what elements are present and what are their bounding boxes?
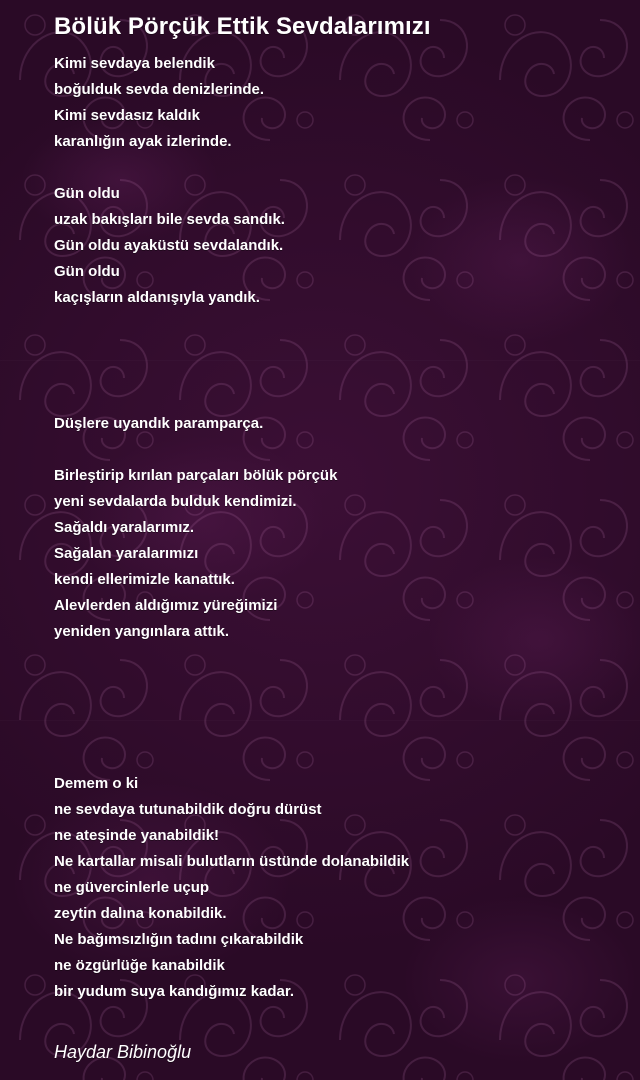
poem-line: boğulduk sevda denizlerinde.: [54, 81, 265, 98]
stanza-4: [54, 463, 337, 645]
poem-line: kendi ellerimizle kanattık.: [54, 571, 235, 588]
stanza-3: [54, 411, 263, 437]
poem-title: Bölük Pörçük Ettik Sevdalarımızı: [54, 13, 431, 40]
poem-line: Alevlerden aldığımız yüreğimizi: [54, 597, 278, 614]
poem-line: Ne bağımsızlığın tadını çıkarabildik: [54, 931, 304, 948]
poem-line: Sağaldı yaralarımız.: [54, 519, 195, 536]
poem-line: karanlığın ayak izlerinde.: [54, 133, 232, 150]
poem-line: yeni sevdalarda bulduk kendimizi.: [54, 493, 297, 510]
poem-line: Gün oldu: [54, 185, 120, 202]
author-name: Haydar Bibinoğlu: [54, 1042, 192, 1062]
poem-line: Gün oldu ayaküstü sevdalandık.: [54, 237, 284, 254]
poem-line: Kimi sevdasız kaldık: [54, 107, 200, 124]
poem-line: Gün oldu: [54, 263, 120, 280]
poem-line: ne özgürlüğe kanabildik: [54, 957, 225, 974]
poem-line: Ne kartallar misali bulutların üstünde dolanabildik: [54, 853, 410, 870]
poem-line: ne ateşinde yanabildik!: [54, 827, 220, 844]
poem-line: ne sevdaya tutunabildik doğru dürüst: [54, 801, 322, 818]
poem-line: uzak bakışları bile sevda sandık.: [54, 211, 285, 228]
poem-line: kaçışların aldanışıyla yandık.: [54, 289, 260, 306]
poem-line: Düşlere uyandık paramparça.: [54, 415, 264, 432]
poem-line: Demem o ki: [54, 775, 139, 792]
poem-line: bir yudum suya kandığımız kadar.: [54, 983, 295, 1000]
poem-line: ne güvercinlerle uçup: [54, 879, 210, 896]
poem-line: Kimi sevdaya belendik: [54, 55, 215, 72]
stanza-2: [54, 181, 285, 311]
poem-line: Sağalan yaralarımızı: [54, 545, 199, 562]
poem-line: Birleştirip kırılan parçaları bölük pörçük: [54, 467, 338, 484]
poem-line: zeytin dalına konabildik.: [54, 905, 227, 922]
stanza-1: [54, 51, 264, 155]
stanza-5: [54, 771, 409, 1005]
poem-line: yeniden yangınlara attık.: [54, 623, 230, 640]
